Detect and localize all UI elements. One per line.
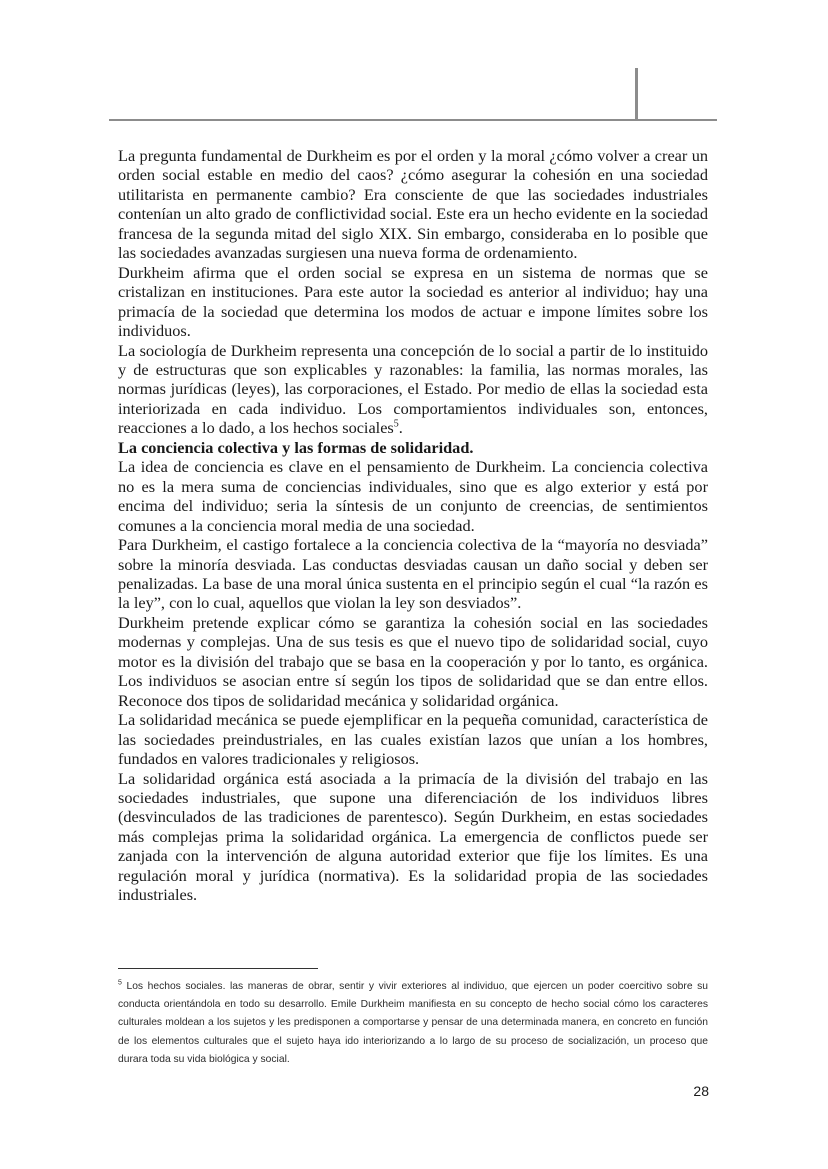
header-horizontal-rule	[109, 119, 717, 121]
header-vertical-rule	[635, 68, 638, 121]
page-number: 28	[693, 1083, 709, 1099]
paragraph-2: Durkheim afirma que el orden social se expresa en un sistema de normas que se cristalizan en instituciones. Para este autor la sociedad es anterior al individuo; hay una primacía de la sociedad que determina los modos de actuar e impone límites sobre los individuos.	[118, 262, 708, 341]
paragraph-5: Para Durkheim, el castigo fortalece a la conciencia colectiva de la “mayoría no desviada” sobre la minoría desviada. Las conductas desviadas causan un daño social y deben ser penalizadas. La base de una moral única sustenta en el principio según el cual “la razón es la ley”, con lo cual, aquellos que violan la ley son desviados”.	[118, 535, 708, 613]
footnote	[118, 978, 708, 1069]
footnote-term: Los hechos sociales.	[126, 981, 226, 992]
footnote-separator	[118, 968, 318, 969]
paragraph-3-text: La sociología de Durkheim representa una concepción de lo social a partir de lo instituido y de estructuras que son explicables y razonables: la familia, las normas morales, las normas jurídicas (leyes), las corporaciones, el Estado. Por medio de ellas la sociedad esta interiorizada en cada individuo. Los comportamientos individuales son, entonces, reacciones a lo dado, a los hechos sociales	[118, 340, 708, 438]
paragraph-7: La solidaridad mecánica se puede ejemplificar en la pequeña comunidad, característica de las sociedades preindustriales, en las cuales existían lazos que unían a los hombres, fundados en valores tradicionales y religiosos.	[118, 710, 708, 769]
footnote-reference[interactable]: 5	[393, 418, 399, 430]
paragraph-4: La idea de conciencia es clave en el pensamiento de Durkheim. La conciencia colectiva no es la mera suma de conciencias individuales, sino que es algo exterior y está por encima del individuo; seria la síntesis de un conjunto de creencias, de sentimientos comunes a la conciencia moral media de una sociedad.	[118, 457, 708, 535]
document-body	[118, 146, 708, 905]
paragraph-8: La solidaridad orgánica está asociada a la primacía de la división del trabajo en las sociedades industriales, que supone una diferenciación de los individuos libres (desvinculados de las tradiciones de parentesco). Según Durkheim, en estas sociedades más complejas prima la solidaridad orgánica. La emergencia de conflictos puede ser zanjada con la intervención de alguna autoridad exterior que fije los límites. Es una regulación moral y jurídica (normativa). Es la solidaridad propia de las sociedades industriales.	[118, 768, 708, 905]
paragraph-1: La pregunta fundamental de Durkheim es por el orden y la moral ¿cómo volver a crear un orden social estable en medio del caos? ¿cómo asegurar la cohesión en una sociedad utilitarista en permanente cambio? Era consciente de que las sociedades industriales contenían un alto grado de conflictividad social. Este era un hecho evidente en la sociedad francesa de la segunda mitad del siglo XIX. Sin embargo, consideraba en lo posible que las sociedades avanzadas surgiesen una nueva forma de ordenamiento.	[118, 146, 708, 263]
paragraph-3: La sociología de Durkheim representa una concepción de lo social a partir de lo instituido y de estructuras que son explicables y razonables: la familia, las normas morales, las normas jurídicas (leyes), las corporaciones, el Estado. Por medio de ellas la sociedad esta interiorizada en cada individuo. Los comportamientos individuales son, entonces, reacciones a lo dado, a los hechos sociales$^5$.	[118, 340, 708, 438]
footnote-text: las maneras de obrar, sentir y vivir exteriores al individuo, que ejercen un poder coercitivo sobre su conducta orientándola en todo su desarrollo. Emile Durkheim manifiesta en su concepto de hecho social cómo los caracteres culturales moldean a los sujetos y les predisponen a comportarse y pensar de una determinada manera, en concreto en función de los elementos culturales que el sujeto haya ido interiorizando a lo largo de su proceso de socialización, un proceso que durara toda su vida biológica y social.	[118, 981, 708, 1065]
section-heading: La conciencia colectiva y las formas de solidaridad.	[118, 437, 474, 457]
footnote-number: 5	[118, 979, 122, 987]
paragraph-6: Durkheim pretende explicar cómo se garantiza la cohesión social en las sociedades modernas y complejas. Una de sus tesis es que el nuevo tipo de solidaridad social, cuyo motor es la división del trabajo que se basa en la cooperación y por lo tanto, es orgánica. Los individuos se asocian entre sí según los tipos de solidaridad que se dan entre ellos. Reconoce dos tipos de solidaridad mecánica y solidaridad orgánica.	[118, 612, 708, 710]
